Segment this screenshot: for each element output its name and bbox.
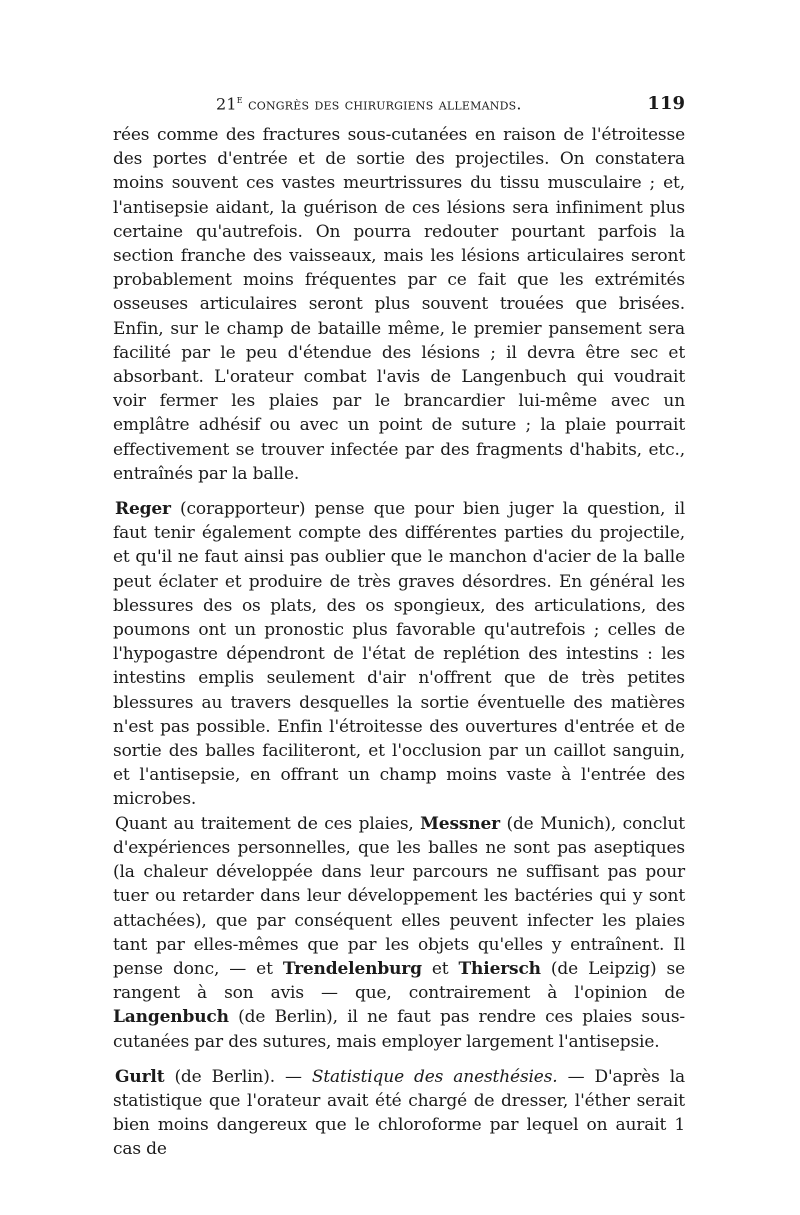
text-run: (de Berlin). — (164, 1066, 312, 1087)
page-number: 119 (647, 93, 685, 114)
text-run: et (421, 958, 459, 979)
person-name: Langenbuch (113, 1007, 229, 1028)
text-run: (de Munich), conclut d'expériences personnelles, que les balles ne sont pas aseptiques (la chaleur développée dans leur parcours ne suffisant pas pour tuer ou retarder dans leur développement les bactéries qui y sont attachées), que par conséquent elles peuvent infecter les plaies tant par elles-mêmes que par les objets qu'elles y entraînent. Il pense donc, — et (113, 813, 685, 979)
paragraph-continued (113, 123, 685, 486)
running-head (113, 93, 685, 123)
book-page (113, 93, 685, 1162)
running-title-text: congrès des chirurgiens allemands. (248, 94, 522, 114)
text-run: rées comme des fractures sous-cutanées en raison de l'étroitesse des portes d'entrée et de sortie des projectiles. On constatera moins souvent ces vastes meurtrissures du tissu musculaire ; et, l'antisepsie aidant, la guérison de ces lésions sera infiniment plus certaine qu'autrefois. On pourra redouter pourtant parfois la section franche des vaisseaux, mais les lésions articulaires seront probablement moins fréquentes par ce fait que les extrémités osseuses articulaires seront plus souvent trouées que brisées. Enfin, sur le champ de bataille même, le premier pansement sera facilité par le peu d'étendue des lésions ; il devra être sec et absorbant. L'orateur combat l'avis de Langenbuch qui voudrait voir fermer les plaies par le brancardier lui-même avec un emplâtre adhésif ou avec un point de suture ; la plaie pourrait effectivement se trouver infectée par des fragments d'habits, etc., entraînés par la balle. (113, 125, 685, 484)
person-name: Reger (115, 499, 171, 520)
person-name: Messner (420, 813, 500, 834)
paragraph-gap (113, 486, 685, 497)
running-title (216, 93, 522, 113)
ordinal-superscript: e (236, 93, 243, 106)
paragraph-gurlt (113, 1065, 685, 1162)
paragraph-gap (113, 1054, 685, 1065)
text-run: (corapporteur) pense que pour bien juger la question, il faut tenir également compte des différentes parties du projectile, et qu'il ne faut ainsi pas oublier que le manchon d'acier de la balle peut éclater et produire de très graves désordres. En général les blessures des os plats, des os spongieux, des articulations, des poumons ont un pronostic plus favorable qu'autrefois ; celles de l'hypogastre dépendront de l'état de replétion des intestins : les intestins emplis seulement d'air n'offrent que de très petites blessures au travers desquelles la sortie éventuelle des matières n'est pas possible. Enfin l'étroitesse des ouvertures d'entrée et de sortie des balles faciliteront, et l'occlusion par un caillot sanguin, et l'antisepsie, en offrant un champ moins vaste à l'entrée des microbes. (113, 499, 685, 810)
text-run: Quant au traitement de ces plaies, (115, 813, 421, 834)
congress-ordinal: 21 (216, 94, 237, 114)
text-run: — D'après la statistique que l'orateur avait été chargé de dresser, l'éther serait bien moins dangereux que le chloroforme par lequel on aurait 1 cas de (113, 1066, 685, 1160)
section-title: Statistique des anesthésies. (311, 1066, 558, 1087)
text-run: (de Berlin), il ne faut pas rendre ces plaies sous-cutanées par des sutures, mais employer largement l'antisepsie. (113, 1007, 685, 1052)
person-name: Thiersch (458, 958, 541, 979)
text-run: (de Leipzig) se rangent à son avis — que, contrairement à l'opinion de (113, 958, 686, 1004)
person-name: Trendelenburg (282, 958, 422, 979)
paragraph-reger (113, 497, 685, 812)
person-name: Gurlt (115, 1066, 165, 1087)
paragraph-messner (113, 812, 685, 1054)
